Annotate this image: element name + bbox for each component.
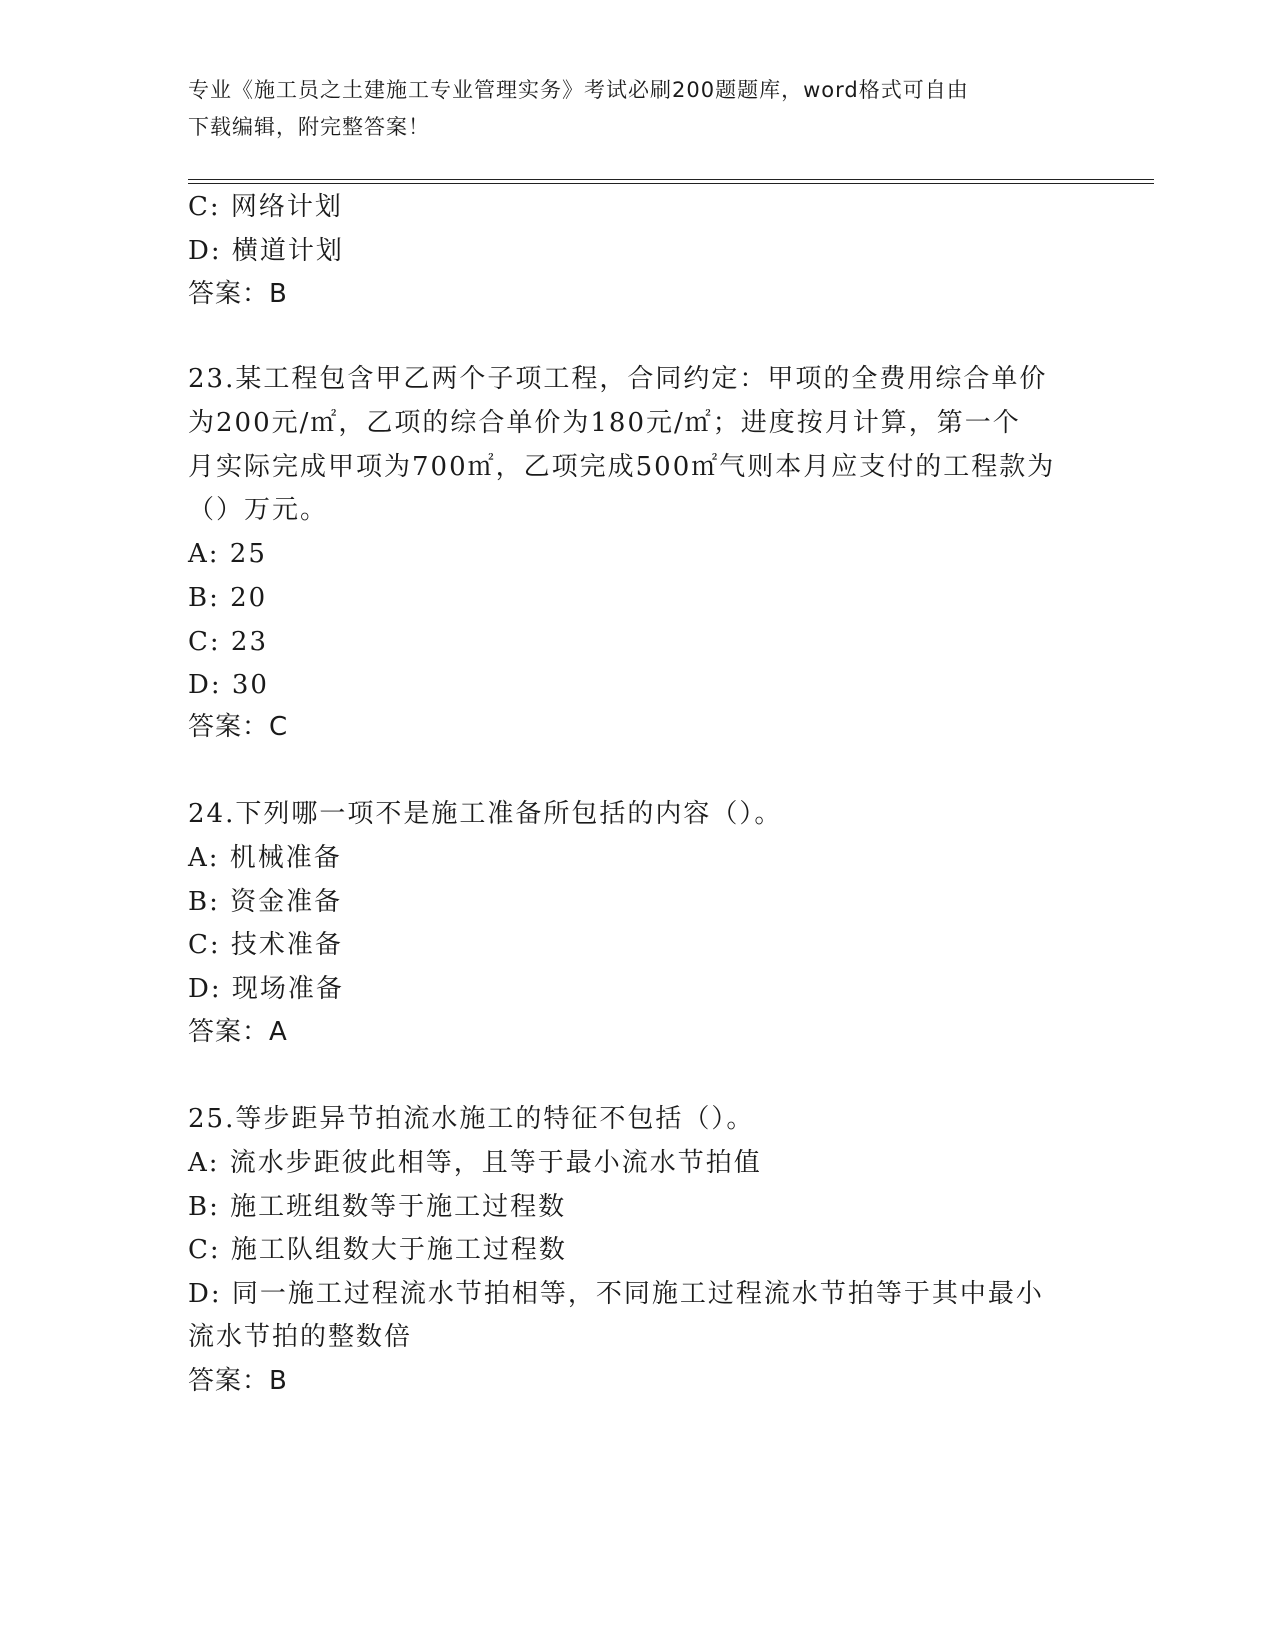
header-divider [188,179,1154,184]
q25-option-a: A: 流水步距彼此相等，且等于最小流水节拍值 [188,1148,762,1178]
q23-option-d: D: 30 [188,670,269,700]
q23-option-b: B: 20 [188,583,268,613]
prev-option-d: D: 横道计划 [188,236,344,266]
header-line-2: 下载编辑，附完整答案！ [188,115,430,139]
q23-line3: 月实际完成甲项为700㎡，乙项完成500㎡气则本月应支付的工程款为 [188,452,1056,482]
q24-option-d: D: 现场准备 [188,974,344,1004]
q24-line1: 24.下列哪一项不是施工准备所包括的内容（）。 [188,799,783,829]
q25-answer: 答案：B [188,1366,288,1396]
q24-option-c: C: 技术准备 [188,930,343,960]
q25-line1: 25.等步距异节拍流水施工的特征不包括（）。 [188,1104,755,1134]
q23-option-c: C: 23 [188,627,269,657]
prev-option-c: C: 网络计划 [188,192,343,222]
q25-option-c: C: 施工队组数大于施工过程数 [188,1235,567,1265]
q25-option-b: B: 施工班组数等于施工过程数 [188,1192,567,1222]
q24-answer: 答案：A [188,1017,288,1047]
q23-answer: 答案：C [188,712,289,742]
q24-option-b: B: 资金准备 [188,887,343,917]
q24-option-a: A: 机械准备 [188,843,342,873]
prev-answer: 答案：B [188,279,288,309]
q23-line2: 为200元/㎡，乙项的综合单价为180元/㎡；进度按月计算，第一个 [188,408,1021,438]
q23-line4: （）万元。 [188,495,329,525]
document-header [188,72,1068,146]
q23-option-a: A: 25 [188,539,267,569]
header-line-1: 专业《施工员之土建施工专业管理实务》考试必刷200题题库，word格式可自由 [188,78,969,102]
q25-option-d2: 流水节拍的整数倍 [188,1322,413,1352]
q25-option-d1: D: 同一施工过程流水节拍相等，不同施工过程流水节拍等于其中最小 [188,1279,1044,1309]
q23-line1: 23.某工程包含甲乙两个子项工程，合同约定：甲项的全费用综合单价 [188,364,1048,394]
